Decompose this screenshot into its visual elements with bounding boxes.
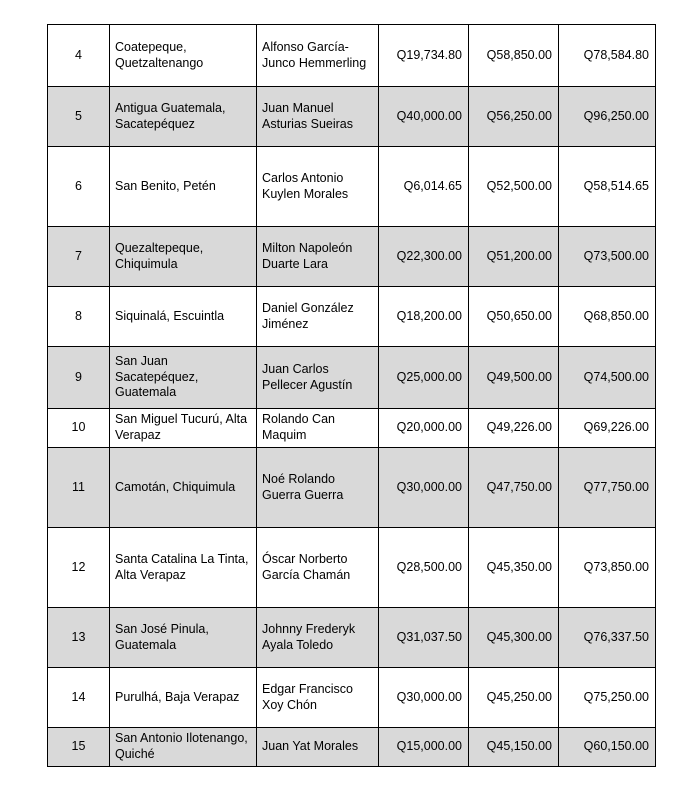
- mayor-name-cell: Rolando Can Maquim: [257, 409, 379, 448]
- table-row: [48, 25, 656, 87]
- amount-cell-1: Q31,037.50: [379, 608, 469, 668]
- amount-cell-2: Q45,150.00: [469, 728, 559, 767]
- total-amount-cell: Q73,850.00: [559, 528, 656, 608]
- total-amount-cell: Q68,850.00: [559, 287, 656, 347]
- mayor-name-cell: Óscar Norberto García Chamán: [257, 528, 379, 608]
- table-row: [48, 448, 656, 528]
- total-amount-cell: Q77,750.00: [559, 448, 656, 528]
- amount-cell-1: Q20,000.00: [379, 409, 469, 448]
- table-row: [48, 528, 656, 608]
- row-number: 5: [48, 87, 110, 147]
- amount-cell-1: Q19,734.80: [379, 25, 469, 87]
- mayor-name-cell: Juan Carlos Pellecer Agustín: [257, 347, 379, 409]
- municipality-cell: Santa Catalina La Tinta, Alta Verapaz: [110, 528, 257, 608]
- table-row: [48, 409, 656, 448]
- total-amount-cell: Q75,250.00: [559, 668, 656, 728]
- amount-cell-2: Q47,750.00: [469, 448, 559, 528]
- total-amount-cell: Q60,150.00: [559, 728, 656, 767]
- total-amount-cell: Q96,250.00: [559, 87, 656, 147]
- mayor-name-cell: Noé Rolando Guerra Guerra: [257, 448, 379, 528]
- mayor-name-cell: Carlos Antonio Kuylen Morales: [257, 147, 379, 227]
- mayor-name-cell: Edgar Francisco Xoy Chón: [257, 668, 379, 728]
- row-number: 6: [48, 147, 110, 227]
- table-row: [48, 147, 656, 227]
- row-number: 13: [48, 608, 110, 668]
- mayor-name-cell: Milton Napoleón Duarte Lara: [257, 227, 379, 287]
- salary-table: [47, 24, 656, 767]
- municipality-cell: Camotán, Chiquimula: [110, 448, 257, 528]
- amount-cell-2: Q45,250.00: [469, 668, 559, 728]
- salary-table-body: [48, 25, 656, 767]
- amount-cell-1: Q15,000.00: [379, 728, 469, 767]
- total-amount-cell: Q58,514.65: [559, 147, 656, 227]
- municipality-cell: Quezaltepeque, Chiquimula: [110, 227, 257, 287]
- mayor-name-cell: Juan Yat Morales: [257, 728, 379, 767]
- municipality-cell: Purulhá, Baja Verapaz: [110, 668, 257, 728]
- amount-cell-2: Q51,200.00: [469, 227, 559, 287]
- table-row: [48, 227, 656, 287]
- municipality-cell: San Miguel Tucurú, Alta Verapaz: [110, 409, 257, 448]
- row-number: 4: [48, 25, 110, 87]
- table-row: [48, 728, 656, 767]
- amount-cell-1: Q22,300.00: [379, 227, 469, 287]
- row-number: 7: [48, 227, 110, 287]
- row-number: 11: [48, 448, 110, 528]
- row-number: 10: [48, 409, 110, 448]
- amount-cell-1: Q30,000.00: [379, 448, 469, 528]
- amount-cell-2: Q56,250.00: [469, 87, 559, 147]
- table-row: [48, 608, 656, 668]
- municipality-cell: San Benito, Petén: [110, 147, 257, 227]
- row-number: 8: [48, 287, 110, 347]
- municipality-cell: San Juan Sacatepéquez, Guatemala: [110, 347, 257, 409]
- total-amount-cell: Q73,500.00: [559, 227, 656, 287]
- table-row: [48, 668, 656, 728]
- municipality-cell: Coatepeque, Quetzaltenango: [110, 25, 257, 87]
- amount-cell-2: Q49,500.00: [469, 347, 559, 409]
- row-number: 9: [48, 347, 110, 409]
- amount-cell-1: Q28,500.00: [379, 528, 469, 608]
- mayor-name-cell: Juan Manuel Asturias Sueiras: [257, 87, 379, 147]
- municipality-cell: Antigua Guatemala, Sacatepéquez: [110, 87, 257, 147]
- amount-cell-2: Q52,500.00: [469, 147, 559, 227]
- municipality-cell: Siquinalá, Escuintla: [110, 287, 257, 347]
- amount-cell-1: Q30,000.00: [379, 668, 469, 728]
- mayor-name-cell: Daniel González Jiménez: [257, 287, 379, 347]
- amount-cell-2: Q58,850.00: [469, 25, 559, 87]
- total-amount-cell: Q74,500.00: [559, 347, 656, 409]
- amount-cell-2: Q45,300.00: [469, 608, 559, 668]
- total-amount-cell: Q69,226.00: [559, 409, 656, 448]
- row-number: 12: [48, 528, 110, 608]
- total-amount-cell: Q78,584.80: [559, 25, 656, 87]
- amount-cell-1: Q18,200.00: [379, 287, 469, 347]
- amount-cell-2: Q49,226.00: [469, 409, 559, 448]
- municipality-cell: San José Pinula, Guatemala: [110, 608, 257, 668]
- amount-cell-2: Q50,650.00: [469, 287, 559, 347]
- table-row: [48, 287, 656, 347]
- amount-cell-1: Q25,000.00: [379, 347, 469, 409]
- row-number: 14: [48, 668, 110, 728]
- table-row: [48, 87, 656, 147]
- municipality-cell: San Antonio Ilotenango, Quiché: [110, 728, 257, 767]
- amount-cell-2: Q45,350.00: [469, 528, 559, 608]
- row-number: 15: [48, 728, 110, 767]
- total-amount-cell: Q76,337.50: [559, 608, 656, 668]
- mayor-name-cell: Alfonso García-Junco Hemmerling: [257, 25, 379, 87]
- amount-cell-1: Q40,000.00: [379, 87, 469, 147]
- table-row: [48, 347, 656, 409]
- amount-cell-1: Q6,014.65: [379, 147, 469, 227]
- mayor-name-cell: Johnny Frederyk Ayala Toledo: [257, 608, 379, 668]
